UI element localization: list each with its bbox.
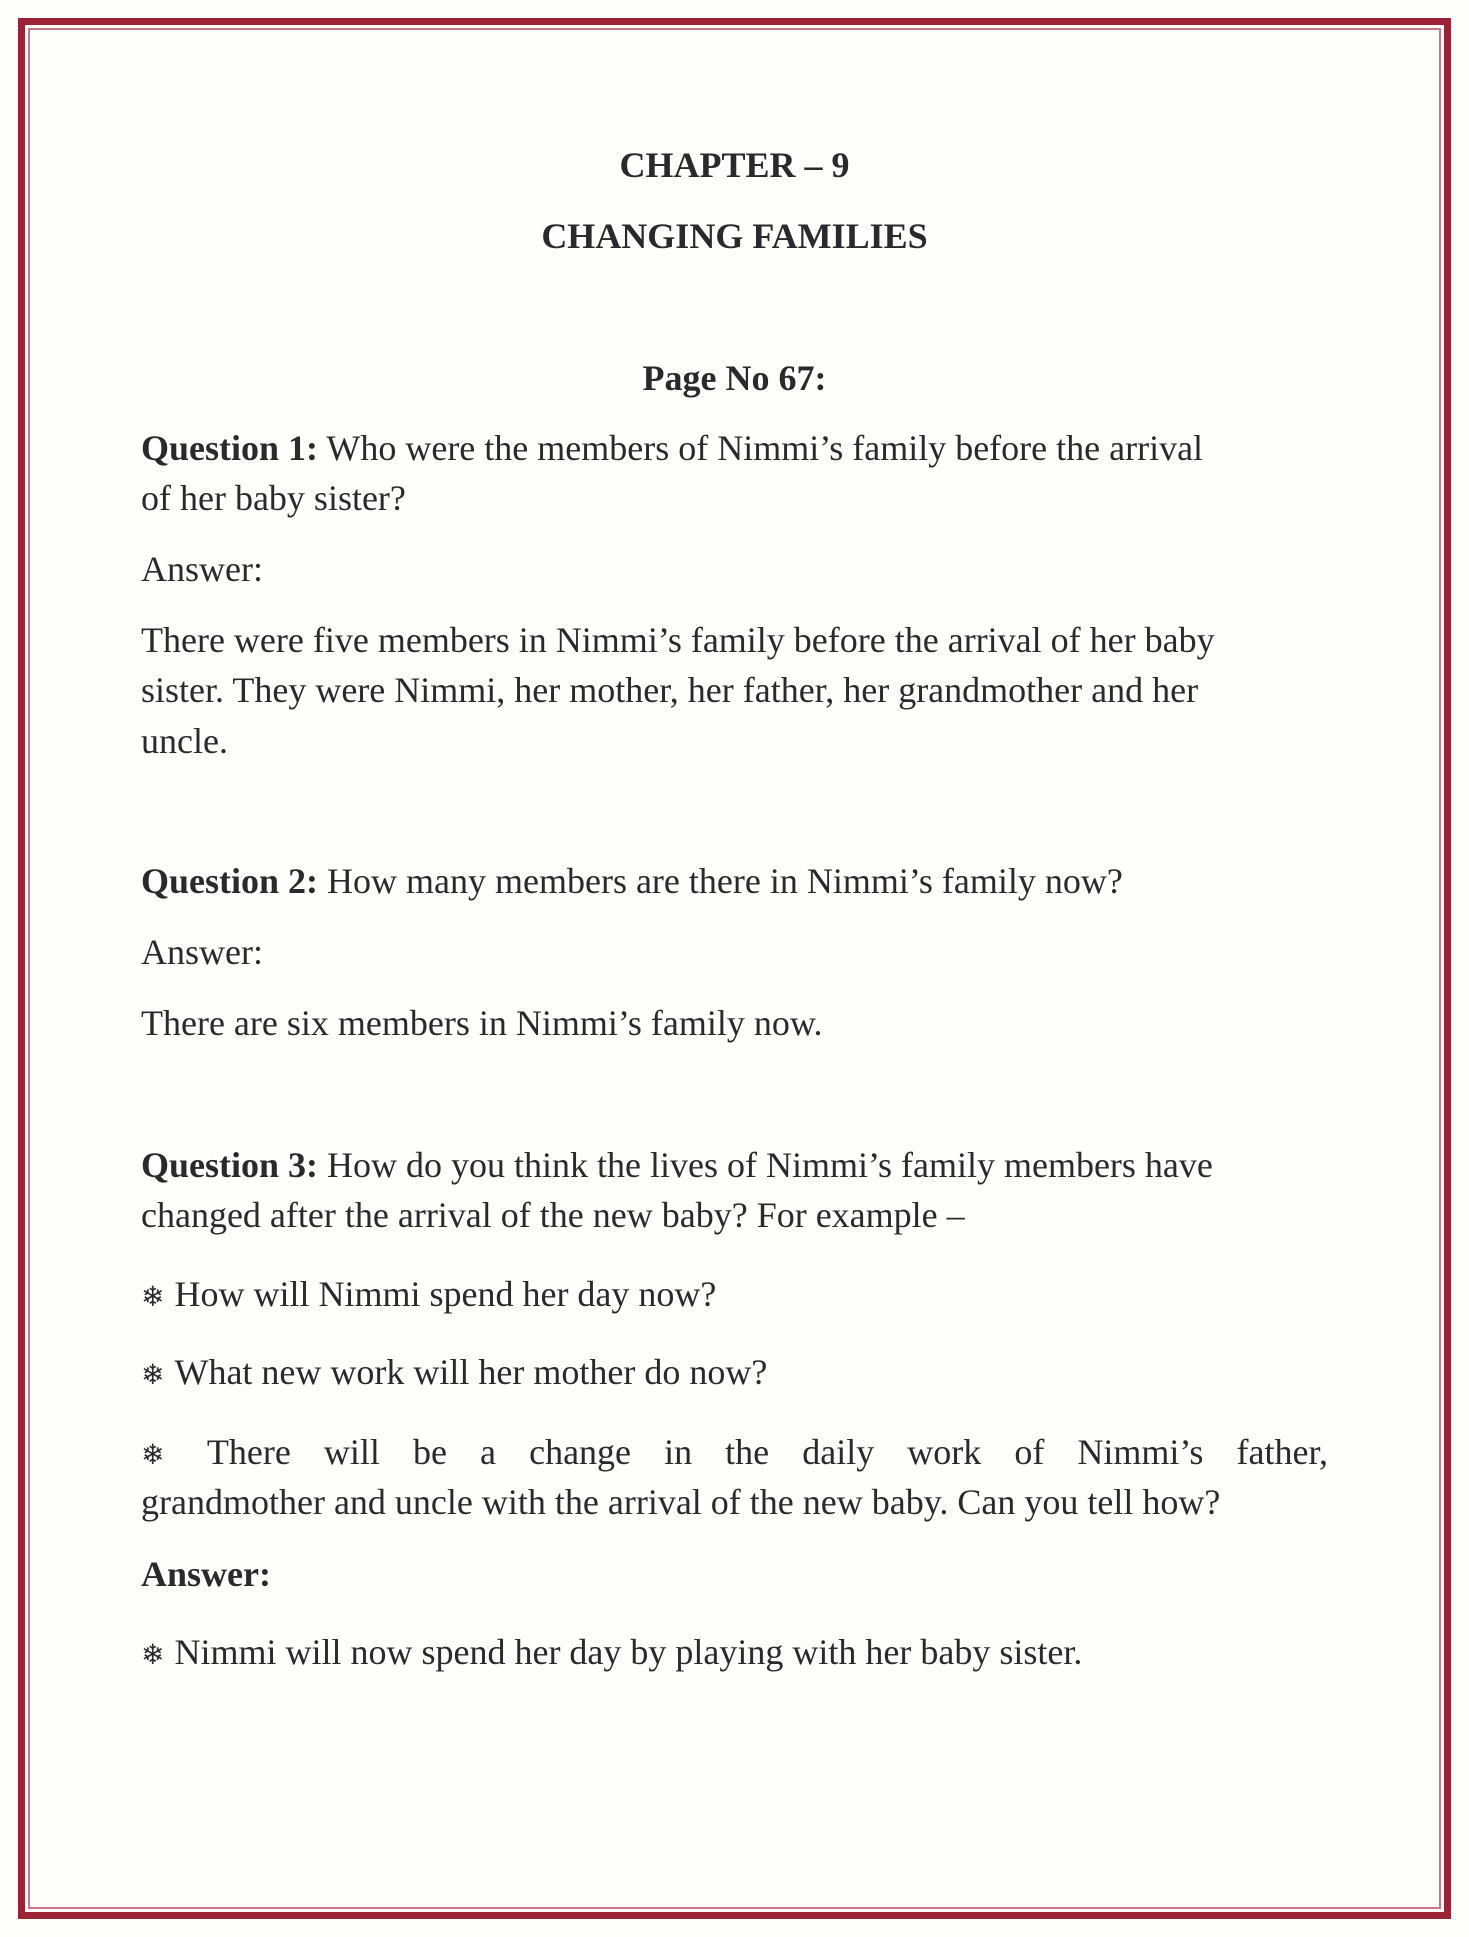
answer-2: There are six members in Nimmi’s family now. (141, 1003, 823, 1043)
answer-label: Answer: (141, 549, 263, 589)
question-text: Who were the members of Nimmi’s family before the arrival (318, 428, 1204, 468)
answer-1-line: There were five members in Nimmi’s family before the arrival of her baby (141, 620, 1215, 660)
chapter-title: CHANGING FAMILIES (541, 216, 928, 256)
answer-label: Answer: (141, 932, 263, 972)
bullet-text: How will Nimmi spend her day now? (174, 1274, 717, 1314)
question-text: How do you think the lives of Nimmi’s family members have (318, 1145, 1213, 1185)
page-number: Page No 67: (642, 358, 827, 398)
answer-1-line: sister. They were Nimmi, her mother, her father, her grandmother and her (141, 670, 1199, 710)
question-label: Question 2: (141, 861, 319, 901)
snowflake-icon: ❄ (141, 1438, 165, 1471)
bullet-item-cont: grandmother and uncle with the arrival of the new baby. Can you tell how? (141, 1482, 1221, 1522)
bullet-item (141, 1269, 1328, 1322)
question-text: How many members are there in Nimmi’s family now? (318, 861, 1123, 901)
snowflake-icon: ❄ (141, 1358, 165, 1391)
question-2 (141, 856, 1328, 906)
question-3 (141, 1140, 1328, 1190)
question-3-cont: changed after the arrival of the new baby? For example – (141, 1195, 965, 1235)
question-label: Question 1: (141, 428, 319, 468)
question-1-cont: of her baby sister? (141, 478, 406, 518)
chapter-heading: CHAPTER – 9 (619, 145, 850, 185)
question-label: Question 3: (141, 1145, 319, 1185)
answer-label: Answer: (141, 1554, 271, 1594)
bullet-item (141, 1627, 1328, 1680)
snowflake-icon: ❄ (141, 1280, 165, 1313)
bullet-text: There will be a change in the daily work of Nimmi’s father, (206, 1432, 1328, 1472)
answer-1-line: uncle. (141, 721, 228, 761)
bullet-item (141, 1427, 1328, 1480)
bullet-text: What new work will her mother do now? (174, 1352, 768, 1392)
question-1 (141, 423, 1328, 473)
snowflake-icon: ❄ (141, 1638, 165, 1671)
bullet-item (141, 1347, 1328, 1400)
bullet-text: Nimmi will now spend her day by playing with her baby sister. (174, 1632, 1083, 1672)
